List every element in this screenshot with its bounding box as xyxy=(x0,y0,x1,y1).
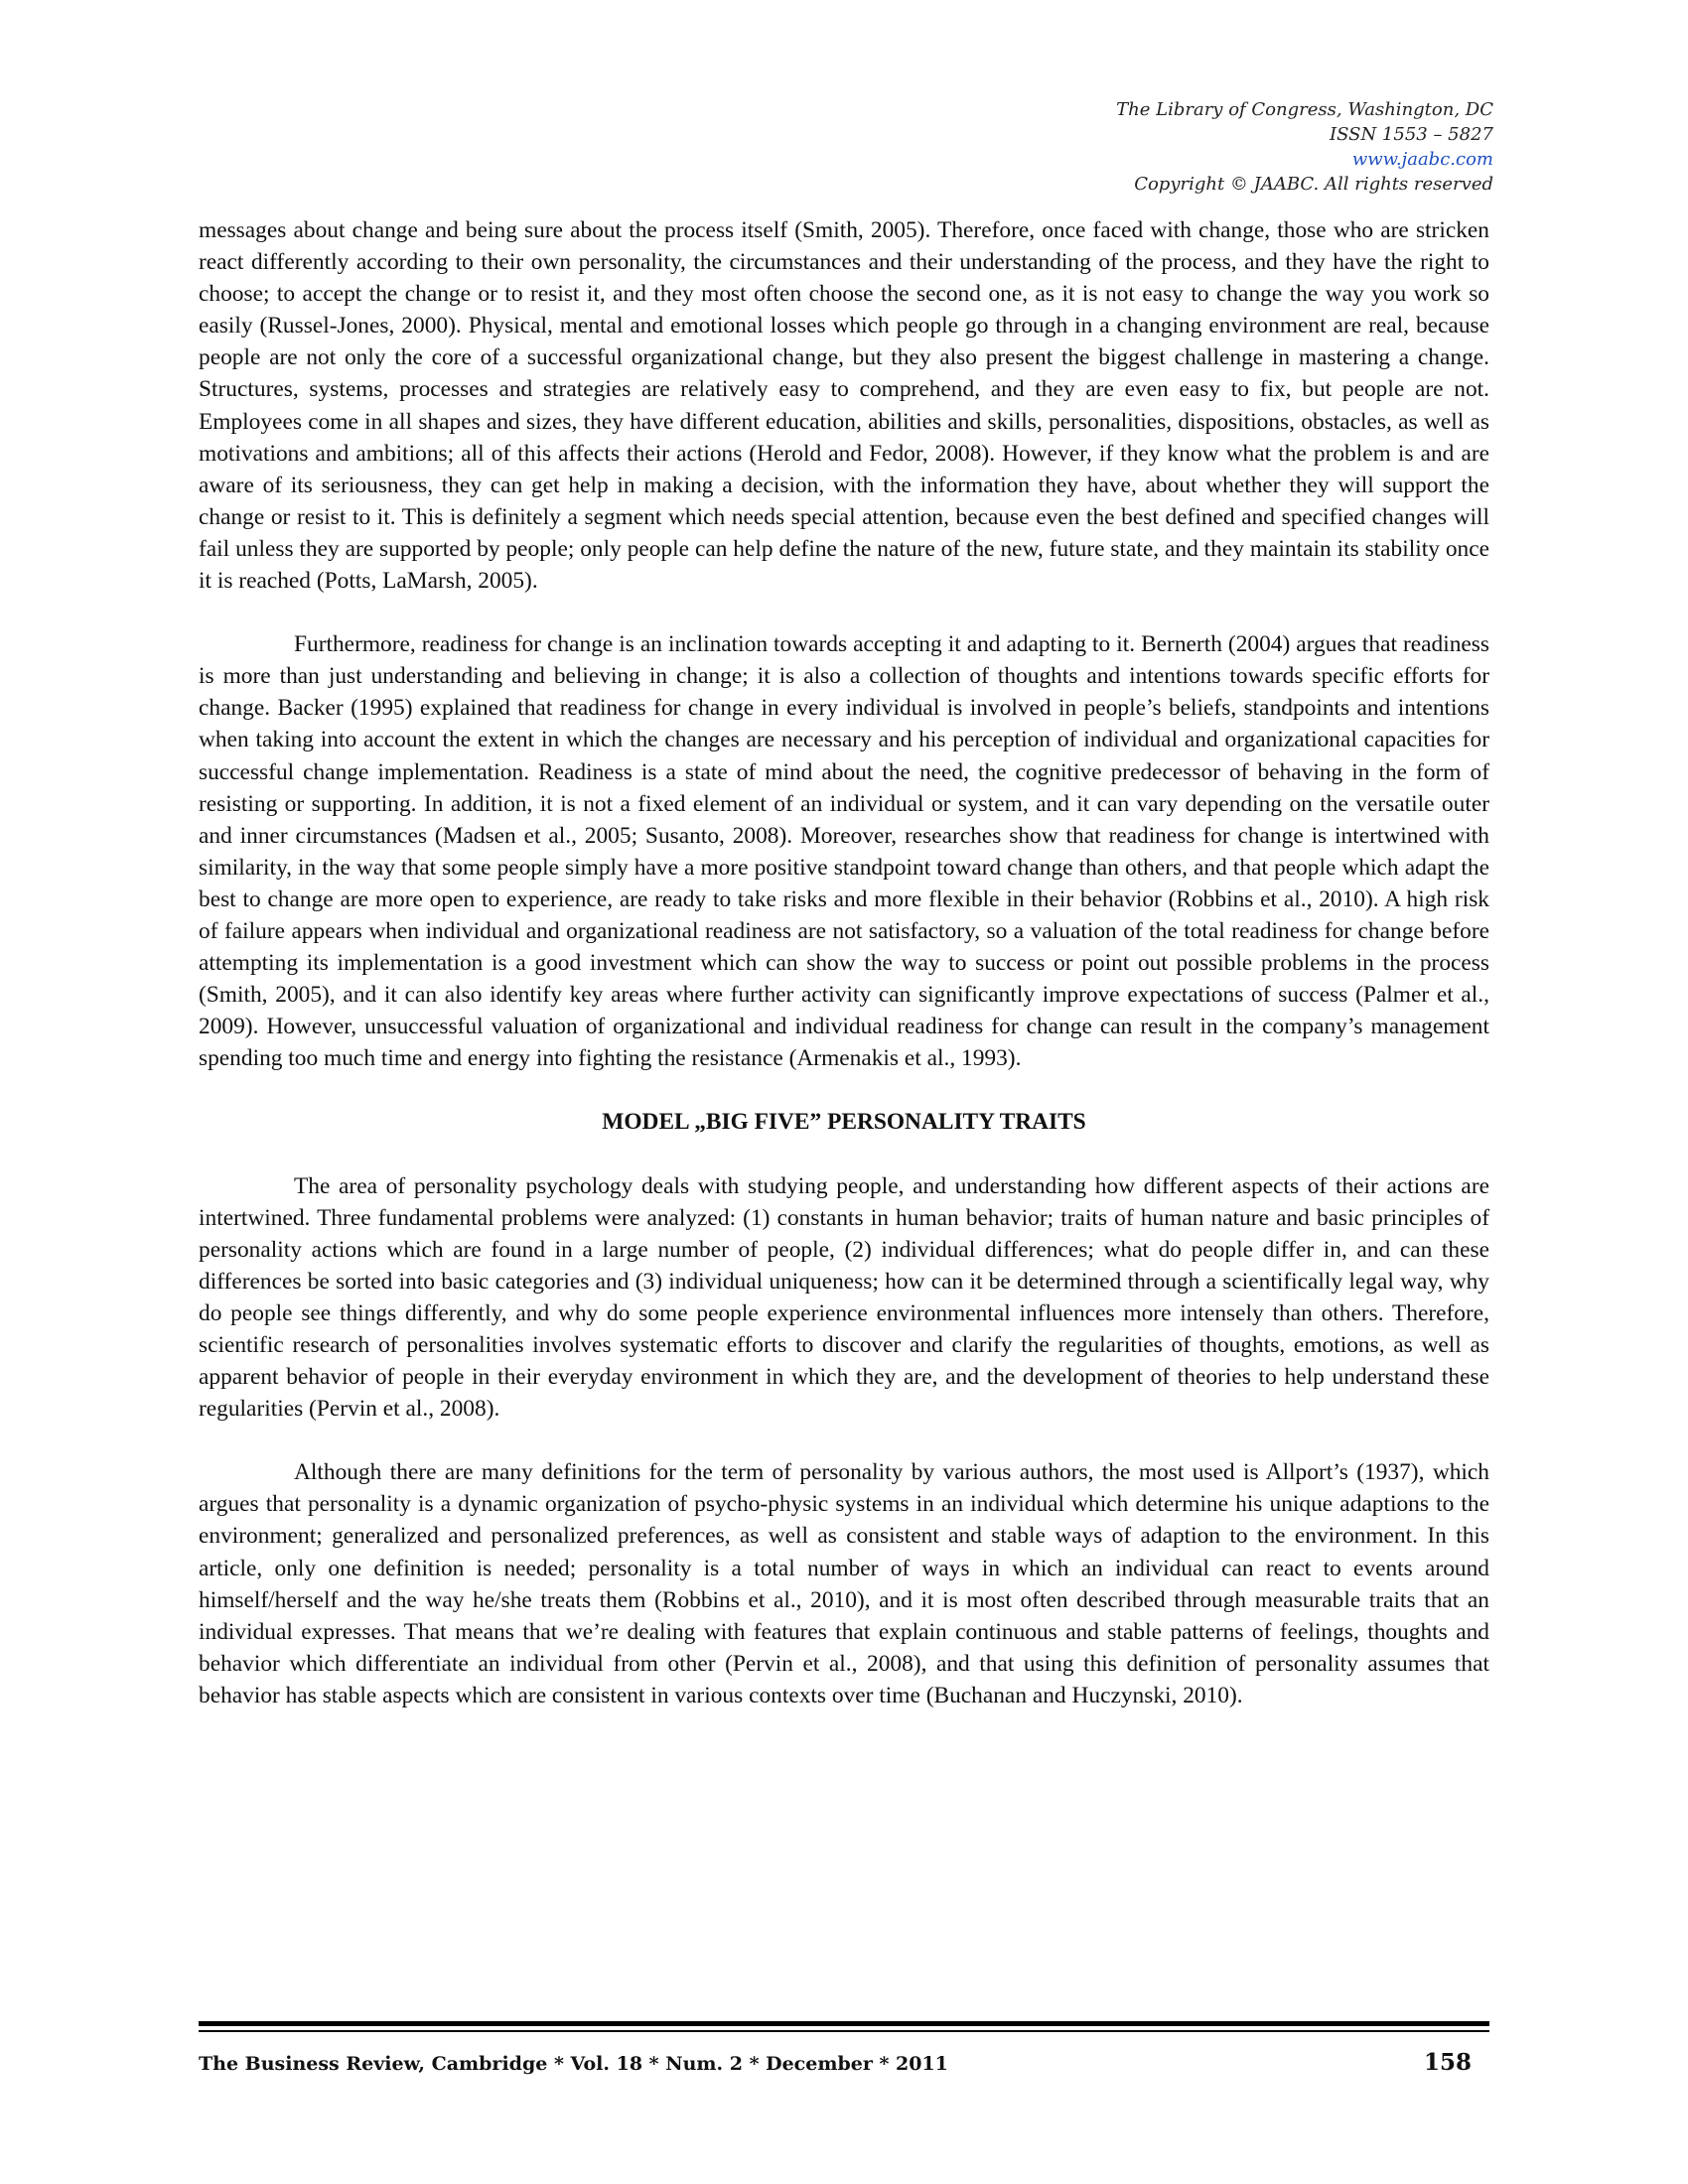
article-body xyxy=(199,214,1489,1711)
paragraph-gap xyxy=(199,597,1489,628)
page-number: 158 xyxy=(1423,2049,1472,2076)
paragraph-readiness: Furthermore, readiness for change is an inclination towards accepting it and adapting to it. Bernerth (2004) argues that readiness is more than just understanding and believing in change; it is also a collection of thoughts and intentions towards specific efforts for change. Backer (1995) explained that readiness for change in every individual is involved in people’s beliefs, standpoints and intentions when taking into account the extent in which the changes are necessary and his perception of individual and organizational capacities for successful change implementation. Readiness is a state of mind about the need, the cognitive predecessor of behaving in the form of resisting or supporting. In addition, it is not a fixed element of an individual or system, and it can vary depending on the versatile outer and inner circumstances (Madsen et al., 2005; Susanto, 2008). Moreover, researches show that readiness for change is intertwined with similarity, in the way that some people simply have a more positive standpoint toward change than others, and that people which adapt the best to change are more open to experience, are ready to take risks and more flexible in their behavior (Robbins et al., 2010). A high risk of failure appears when individual and organizational readiness are not satisfactory, so a valuation of the total readiness for change before attempting its implementation is a good investment which can show the way to success or point out possible problems in the process (Smith, 2005), and it can also identify key areas where further activity can significantly improve expectations of success (Palmer et al., 2009). However, unsuccessful valuation of organizational and individual readiness for change can result in the company’s management spending too much time and energy into fighting the resistance (Armenakis et al., 1993). xyxy=(199,631,1489,1072)
paragraph-definitions: Although there are many definitions for the term of personality by various authors, the most used is Allport’s (1937), which argues that personality is a dynamic organization of psycho-physic systems in an individual which determine his unique adaptions to the environment; generalized and personalized preferences, as well as consistent and stable ways of adaption to the environment. In this article, only one definition is needed; personality is a total number of ways in which an individual can react to events around himself/herself and the way he/she treats them (Robbins et al., 2010), and it is most often described through measurable traits that an individual expresses. That means that we’re dealing with features that explain continuous and stable patterns of feelings, thoughts and behavior which differentiate an individual from other (Pervin et al., 2008), and that using this definition of personality assumes that behavior has stable aspects which are consistent in various contexts over time (Buchanan and Huczynski, 2010). xyxy=(199,1459,1489,1708)
section-heading: MODEL „BIG FIVE” PERSONALITY TRAITS xyxy=(602,1109,1086,1136)
footer-rule-thin xyxy=(199,2030,1489,2032)
header-copyright: Copyright © JAABC. All rights reserved xyxy=(1134,174,1493,195)
footer-rule-thick xyxy=(199,2021,1489,2026)
paragraph-continued: messages about change and being sure about the process itself (Smith, 2005). Therefore, once faced with change, those who are stricken react differently according to their own personality, the circumstances and their understanding of the process, and they have the right to choose; to accept the change or to resist it, and they most often choose the second one, as it is not easy to change the way you work so easily (Russel-Jones, 2000). Physical, mental and emotional losses which people go through in a changing environment are real, because people are not only the core of a successful organizational change, but they also present the biggest challenge in mastering a change. Structures, systems, processes and strategies are relatively easy to comprehend, and they are even easy to fix, but people are not. Employees come in all shapes and sizes, they have different education, abilities and skills, personalities, dispositions, obstacles, as well as motivations and ambitions; all of this affects their actions (Herold and Fedor, 2008). However, if they know what the problem is and are aware of its seriousness, they can get help in making a decision, with the information they have, about whether they will support the change or resist to it. This is definitely a segment which needs special attention, because even the best defined and specified changes will fail unless they are supported by people; only people can help define the nature of the new, future state, and they maintain its stability once it is reached (Potts, LaMarsh, 2005). xyxy=(199,217,1489,595)
paragraph-gap xyxy=(199,1074,1489,1106)
header-website-link[interactable]: www.jaabc.com xyxy=(1351,149,1493,170)
running-header xyxy=(1116,97,1493,197)
paragraph-gap xyxy=(199,1425,1489,1456)
header-library: The Library of Congress, Washington, DC xyxy=(1116,99,1493,120)
paragraph-personality-psychology: The area of personality psychology deals with studying people, and understanding how different aspects of their actions are intertwined. Three fundamental problems were analyzed: (1) constants in human behavior; traits of human nature and basic principles of personality actions which are found in a large number of people, (2) individual differences; what do people differ in, and can these differences be sorted into basic categories and (3) individual uniqueness; how can it be determined through a scientifically legal way, why do people see things differently, and why do some people experience environmental influences more intensely than others. Therefore, scientific research of personalities involves systematic efforts to discover and clarify the regularities of thoughts, emotions, as well as apparent behavior of people in their everyday environment in which they are, and the development of theories to help understand these regularities (Pervin et al., 2008). xyxy=(199,1172,1489,1423)
header-issn: ISSN 1553 – 5827 xyxy=(1330,124,1493,145)
paragraph-gap xyxy=(199,1139,1489,1170)
footer-journal-citation: The Business Review, Cambridge * Vol. 18 * Num. 2 * December * 2011 xyxy=(199,2053,948,2075)
